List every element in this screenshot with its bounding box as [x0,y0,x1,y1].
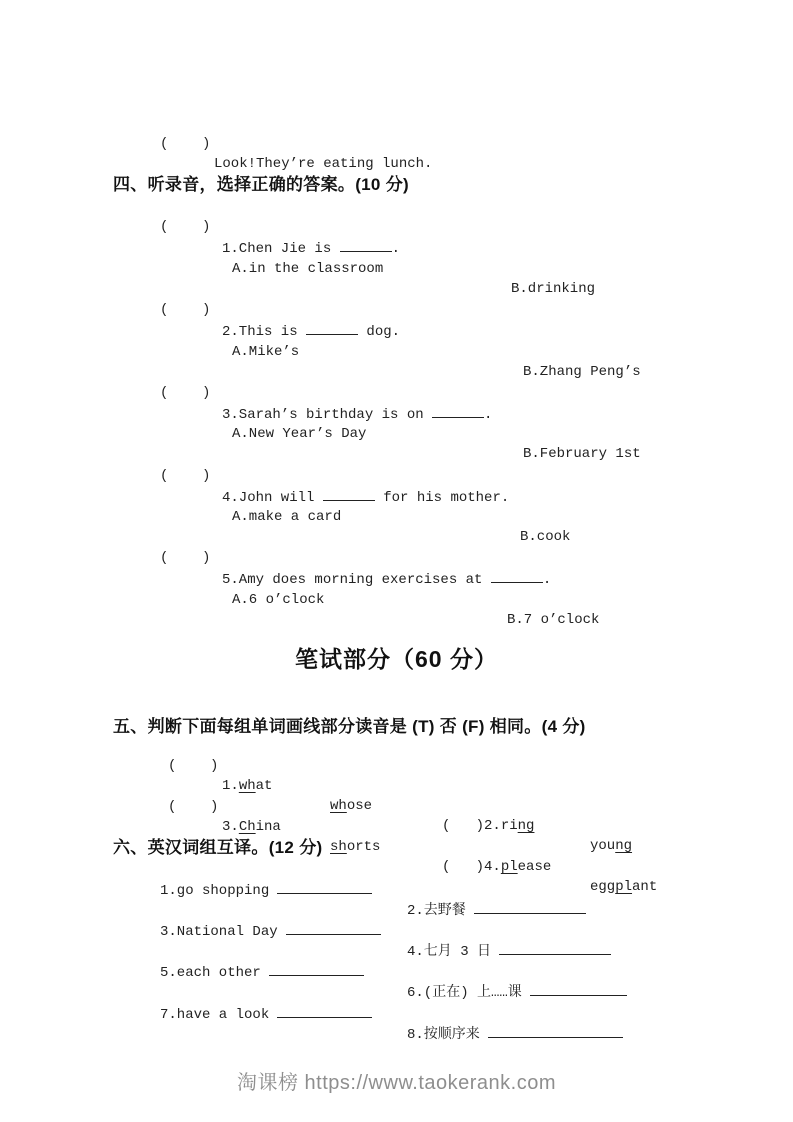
word-plain-part: orts [346,839,381,855]
answer-paren: ( ) [442,818,485,834]
written-part-heading: 笔试部分（60 分） [295,646,498,672]
translation-label: 3.National Day [160,924,278,940]
question-pre: 3.Sarah’s birthday is on [222,407,433,423]
pair-number: 4. [484,859,501,875]
word-plain-part: egg [590,879,616,895]
option-a: A.Mike’s [232,344,300,360]
translation-item [160,879,372,901]
translation-label: 5.each other [160,965,261,981]
translation-item [407,1023,623,1045]
word-plain-part: at [255,778,273,794]
translation-blank [488,1023,623,1038]
option-b: B.cook [520,529,571,545]
translation-item [160,1003,372,1025]
question-pre: 2.This is [222,324,307,340]
translation-blank [277,1003,372,1018]
word-underlined-part: ng [615,838,633,854]
translation-label: 7.have a look [160,1007,270,1023]
translation-blank [269,961,364,976]
question-post: . [542,572,552,588]
listening-options-5 [0,570,793,650]
translation-item [160,920,381,942]
word-plain-part: ant [632,879,658,895]
section-title-listening: 四、听录音，选择正确的答案。(10 分) [113,175,409,194]
answer-paren: ( ) [160,385,211,401]
pair-number: 2. [484,818,501,834]
intro-question-text: Look!They’re eating lunch. [214,156,433,172]
word-underlined-part: ng [517,818,535,834]
word-underlined-part: pl [500,859,518,875]
translation-label: 6.(正在) 上……课 [407,985,522,1001]
question-pre: 5.Amy does morning exercises at [222,572,491,588]
word-underlined-part: wh [238,778,256,794]
word-underlined-part: wh [330,798,347,814]
question-post: . [391,241,401,257]
word-plain-part: ose [346,798,373,814]
question-pre: 4.John will [222,490,323,506]
translation-label: 1.go shopping [160,883,270,899]
question-post: for his mother. [374,490,510,506]
word-underlined-part: pl [615,879,633,895]
translation-blank [277,879,372,894]
answer-paren: ( ) [160,550,211,566]
question-pre: 1.Chen Jie is [222,241,340,257]
answer-paren: ( ) [168,758,219,774]
answer-paren: ( ) [160,219,211,235]
translation-label: 8.按顺序来 [407,1027,480,1043]
option-b: B.drinking [511,281,596,297]
answer-paren: ( ) [168,799,219,815]
question-post: . [484,407,493,423]
word-plain-part: ease [517,859,552,875]
option-a: A.in the classroom [232,261,384,277]
translation-row [0,983,793,1063]
translation-blank [286,920,381,935]
answer-paren: ( ) [160,302,211,318]
option-a: A.6 o’clock [232,592,325,608]
section-title-translation: 六、英汉词组互译。(12 分) [113,838,323,857]
word-underlined-part: Ch [238,819,256,835]
option-a: A.New Year’s Day [232,426,367,442]
pair-number: 3. [222,819,239,835]
footer-link[interactable]: 淘课榜 https://www.taokerank.com [236,1072,557,1094]
footer-watermark [0,1066,793,1095]
option-b: B.Zhang Peng’s [523,364,641,380]
word-underlined-part: sh [330,839,347,855]
answer-paren: ( ) [160,136,211,152]
answer-paren: ( ) [442,859,485,875]
option-b: B.7 o’clock [507,612,600,628]
translation-label: 2.去野餐 [407,903,466,919]
question-post: dog. [358,324,401,340]
answer-paren: ( ) [160,468,211,484]
translation-item [160,961,364,983]
translation-label: 4.七月 3 日 [407,944,492,960]
word-plain-part: ina [255,819,281,835]
option-a: A.make a card [232,509,342,525]
word-plain-part: ri [500,818,518,834]
word-plain-part: you [590,838,616,854]
section-title-phonics: 五、判断下面每组单词画线部分读音是 (T) 否 (F) 相同。(4 分) [113,717,586,736]
pair-number: 1. [222,778,239,794]
option-b: B.February 1st [523,446,641,462]
